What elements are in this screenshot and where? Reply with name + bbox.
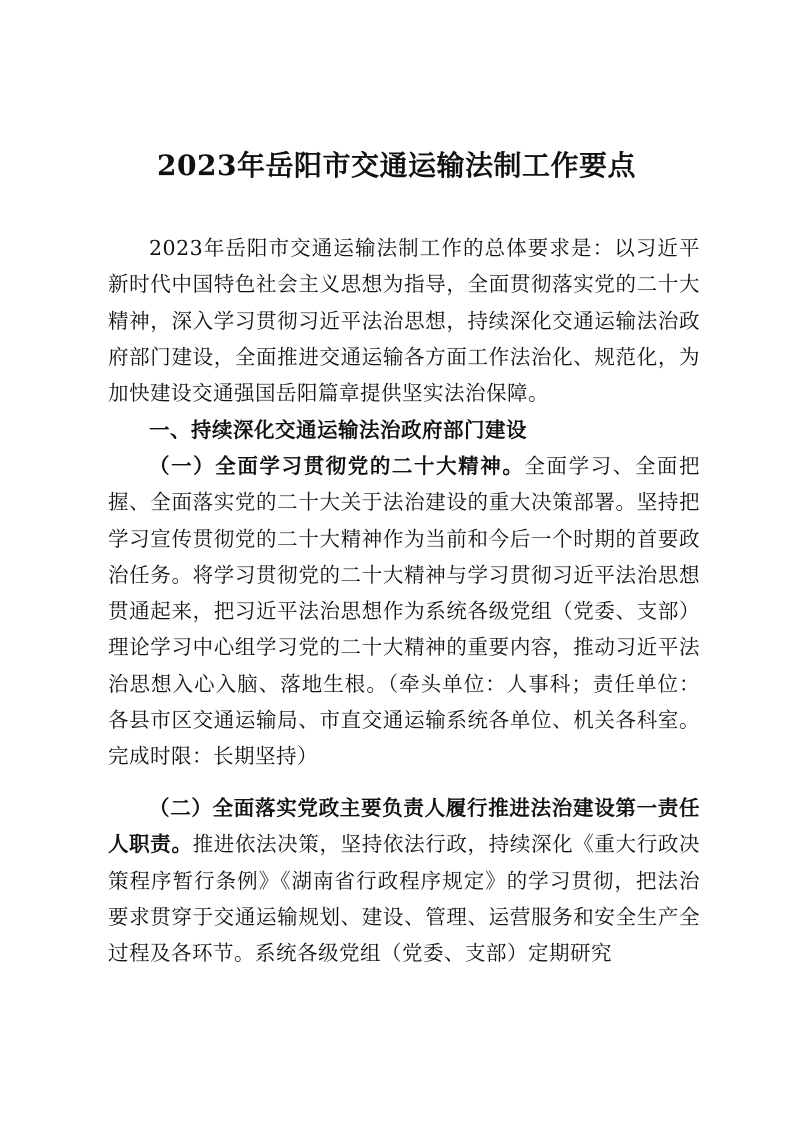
item-1-lead: （一）全面学习贯彻党的二十大精神。 xyxy=(149,454,525,478)
item-2-body: 推进依法决策，坚持依法行政，持续深化《重大行政决策程序暂行条例》《湖南省行政程序规定》的学习贯彻，把法治要求贯穿于交通运输规划、建设、管理、运营服务和安全生产全过程及各环节。系统各级党组（党委、支部）定期研究 xyxy=(108,832,700,966)
item-1-body: 全面学习、全面把握、全面落实党的二十大关于法治建设的重大决策部署。坚持把学习宣传贯彻党的二十大精神作为当前和今后一个时期的首要政治任务。将学习贯彻党的二十大精神与学习贯彻习近平法治思想贯通起来，把习近平法治思想作为系统各级党组（党委、支部）理论学习中心组学习党的二十大精神的重要内容，推动习近平法治思想入心入脑、落地生根。（牵头单位：人事科；责任单位：各县市区交通运输局、市直交通运输系统各单位、机关各科室。完成时限：长期坚持） xyxy=(108,454,701,769)
section-heading: 一、持续深化交通运输法治政府部门建设 xyxy=(149,418,527,442)
item-2-lead: （二）全面落实党政主要负责人履行推进法治建设第一责任人职责。 xyxy=(108,796,700,857)
document-title: 2023年岳阳市交通运输法制工作要点 xyxy=(157,149,636,182)
item-2-paragraph xyxy=(108,790,700,971)
item-1-paragraph xyxy=(108,448,700,775)
intro-paragraph: 2023年岳阳市交通运输法制工作的总体要求是：以习近平新时代中国特色社会主义思想为指导，全面贯彻落实党的二十大精神，深入学习贯彻习近平法治思想，持续深化交通运输法治政府部门建设，全面推进交通运输各方面工作法治化、规范化，为加快建设交通强国岳阳篇章提供坚实法治保障。 xyxy=(108,236,700,406)
